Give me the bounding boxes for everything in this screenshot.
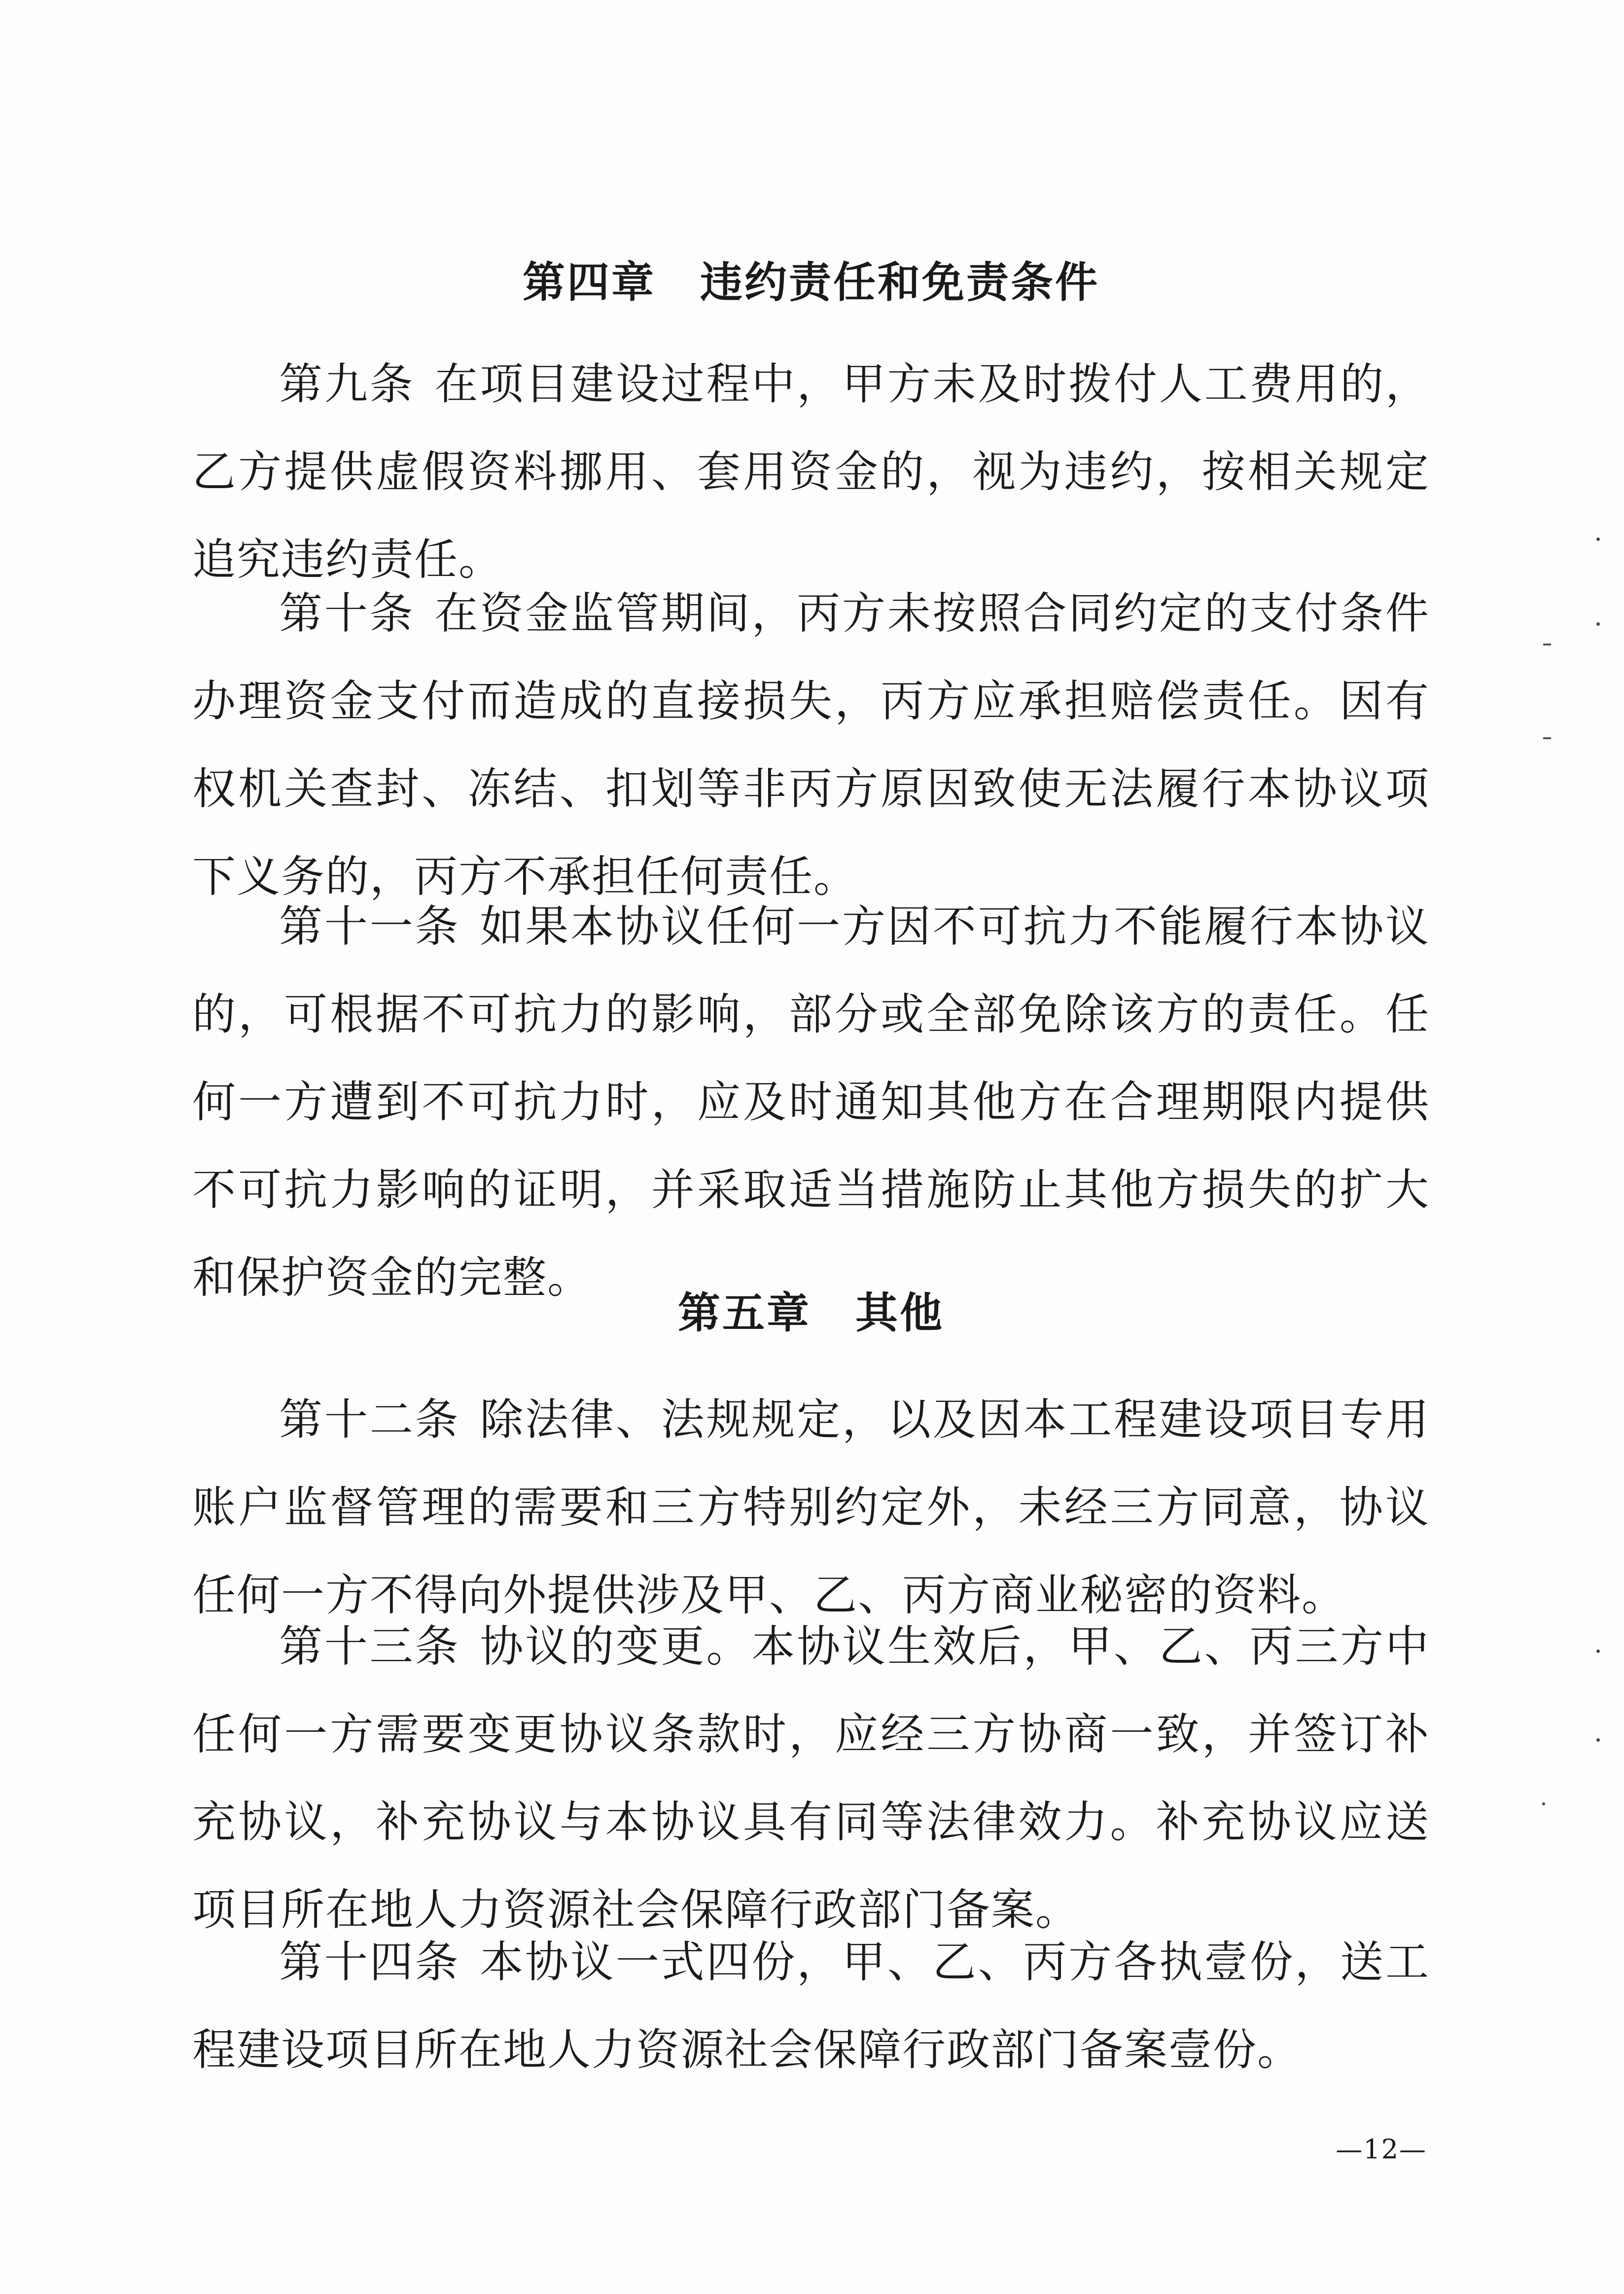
article-11 [192, 883, 1430, 1322]
scan-speck [1596, 538, 1600, 541]
article-10-text: 在资金监管期间，丙方未按照合同约定的支付条件办理资金支付而造成的直接损失，丙方应承担赔偿责任。因有权机关查封、冻结、扣划等非丙方原因致使无法履行本协议项下义务的，丙方不承担任何责任。 [192, 588, 1430, 902]
article-13-text: 协议的变更。本协议生效后，甲、乙、丙三方中任何一方需要变更协议条款时，应经三方协商一致，并签订补充协议，补充协议与本协议具有同等法律效力。补充协议应送项目所在地人力资源社会保障行政部门备案。 [192, 1621, 1430, 1935]
article-9-text: 在项目建设过程中，甲方未及时拨付人工费用的，乙方提供虚假资料挪用、套用资金的，视为违约，按相关规定追究违约责任。 [192, 358, 1430, 585]
page-number: —12— [1336, 2134, 1427, 2165]
chapter-5-heading: 其他 [855, 1289, 944, 1338]
chapter-4-heading: 违约责任和免责条件 [700, 258, 1099, 307]
scan-dash [1543, 737, 1551, 739]
scan-speck [1596, 1649, 1600, 1653]
article-12 [192, 1376, 1430, 1639]
article-10 [192, 570, 1430, 921]
scan-speck [1596, 622, 1600, 626]
article-12-number: 第十二条 [279, 1394, 460, 1445]
article-11-number: 第十一条 [279, 901, 460, 952]
scan-speck [1596, 1738, 1600, 1742]
article-11-text: 如果本协议任何一方因不可抗力不能履行本协议的，可根据不可抗力的影响，部分或全部免除该方的责任。任何一方遭到不可抗力时，应及时通知其他方在合理期限内提供不可抗力影响的证明，并采取适当措施防止其他方损失的扩大和保护资金的完整。 [192, 901, 1430, 1303]
article-14 [192, 1918, 1430, 2094]
article-10-number: 第十条 [279, 588, 415, 639]
chapter-4-title [192, 258, 1430, 307]
article-14-number: 第十四条 [279, 1936, 460, 1987]
chapter-5-number: 第五章 [678, 1289, 811, 1338]
article-13-number: 第十三条 [279, 1621, 460, 1672]
article-9 [192, 340, 1430, 604]
article-14-text: 本协议一式四份，甲、乙、丙方各执壹份，送工程建设项目所在地人力资源社会保障行政部门备案壹份。 [192, 1936, 1430, 2075]
scan-speck [1542, 1802, 1545, 1805]
article-13 [192, 1603, 1430, 1954]
article-9-number: 第九条 [279, 358, 415, 409]
scan-dash [1543, 644, 1551, 645]
article-12-text: 除法律、法规规定，以及因本工程建设项目专用账户监督管理的需要和三方特别约定外，未经三方同意，协议任何一方不得向外提供涉及甲、乙、丙方商业秘密的资料。 [192, 1394, 1430, 1620]
chapter-5-title [192, 1289, 1430, 1338]
chapter-4-number: 第四章 [523, 258, 656, 307]
